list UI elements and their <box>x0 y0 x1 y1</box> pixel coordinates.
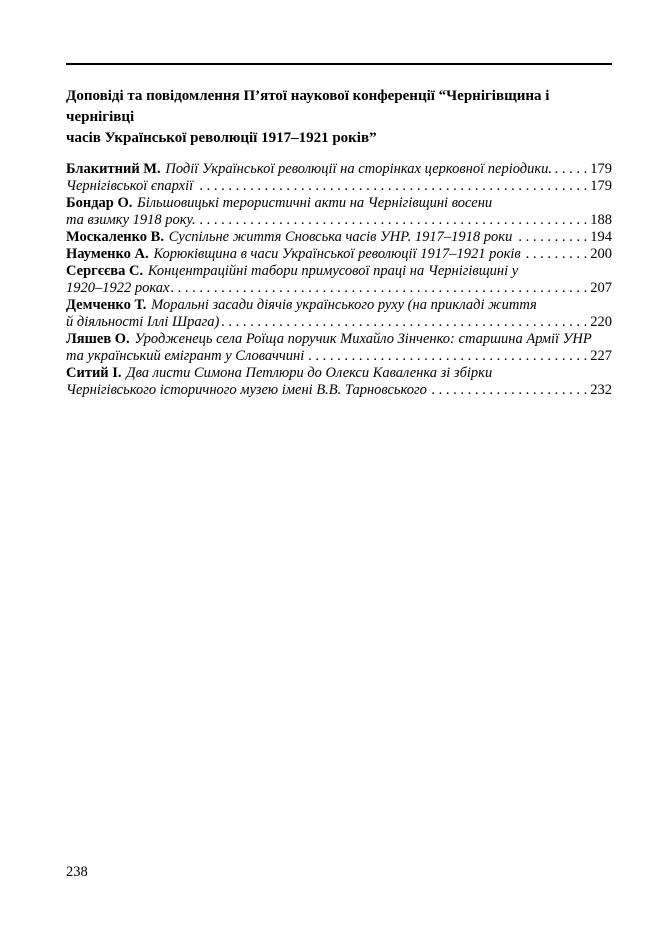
table-of-contents <box>66 161 612 399</box>
dotted-leader <box>195 178 587 195</box>
toc-author: Блакитний М. <box>66 161 161 177</box>
section-heading-line-1: Доповіді та повідомлення П’ятої наукової конференції “Чернігівщина і чернігівці <box>66 88 550 125</box>
toc-author: Ляшев О. <box>66 331 130 347</box>
toc-page-number: 188 <box>590 212 612 228</box>
dotted-leader <box>306 348 587 365</box>
dotted-leader <box>429 382 587 399</box>
toc-page-number: 207 <box>590 280 612 296</box>
toc-title: Уродженець села Роїща поручик Михайло Зінченко: старшина Армії УНР <box>134 331 592 347</box>
folio-page-number: 238 <box>66 864 88 880</box>
toc-page-number: 227 <box>590 348 612 364</box>
toc-line <box>66 297 612 314</box>
dotted-leader <box>198 212 588 229</box>
top-rule <box>66 63 612 65</box>
toc-title: Суспільне життя Сновська часів УНР. 1917–1918 роки <box>168 229 513 245</box>
toc-title: й діяльності Іллі Шрага) <box>66 314 220 330</box>
toc-page-number: 194 <box>590 229 612 245</box>
toc-line <box>66 331 612 348</box>
toc-author: Ситий І. <box>66 365 122 381</box>
dotted-leader <box>514 229 587 246</box>
toc-page-number: 220 <box>590 314 612 330</box>
toc-author: Науменко А. <box>66 246 149 262</box>
toc-line <box>66 365 612 382</box>
toc-line <box>66 161 612 178</box>
toc-page-number: 232 <box>590 382 612 398</box>
toc-title: та взимку 1918 року. <box>66 212 196 228</box>
toc-title: Концентраційні табори примусової праці на Чернігівщині у <box>147 263 519 279</box>
toc-page-number: 200 <box>590 246 612 262</box>
dotted-leader <box>221 314 587 331</box>
dotted-leader <box>523 246 588 263</box>
toc-line <box>66 263 612 280</box>
section-heading-line-2: часів Української революції 1917–1921 років” <box>66 130 377 146</box>
toc-title: Події Української революції на сторінках церковної періодики. <box>165 161 553 177</box>
toc-title: Більшовицькі терористичні акти на Чернігівщині восени <box>137 195 493 211</box>
toc-line <box>66 348 612 365</box>
toc-page-number: 179 <box>590 178 612 194</box>
toc-line <box>66 314 612 331</box>
toc-title: Чернігівської єпархії <box>66 178 194 194</box>
toc-author: Сергєєва С. <box>66 263 144 279</box>
toc-title: Моральні засади діячів українського руху (на прикладі життя <box>151 297 537 313</box>
toc-line <box>66 178 612 195</box>
toc-page-number: 179 <box>590 161 612 177</box>
toc-line <box>66 280 612 297</box>
toc-title: та український емігрант у Словаччині <box>66 348 305 364</box>
toc-title: 1920–1922 роках <box>66 280 170 296</box>
toc-line <box>66 246 612 263</box>
toc-author: Демченко Т. <box>66 297 147 313</box>
toc-line <box>66 229 612 246</box>
dotted-leader <box>554 161 587 178</box>
toc-author: Москаленко В. <box>66 229 164 245</box>
toc-title: Корюківщина в часи Української революції 1917–1921 років <box>153 246 521 262</box>
toc-title: Чернігівського історичного музею імені В.В. Тарновського <box>66 382 427 398</box>
toc-line <box>66 382 612 399</box>
toc-title: Два листи Симона Петлюри до Олекси Каваленка зі збірки <box>126 365 493 381</box>
toc-line <box>66 195 612 212</box>
toc-line <box>66 212 612 229</box>
section-heading <box>66 86 612 149</box>
toc-author: Бондар О. <box>66 195 133 211</box>
page-content <box>0 63 669 399</box>
dotted-leader <box>171 280 587 297</box>
